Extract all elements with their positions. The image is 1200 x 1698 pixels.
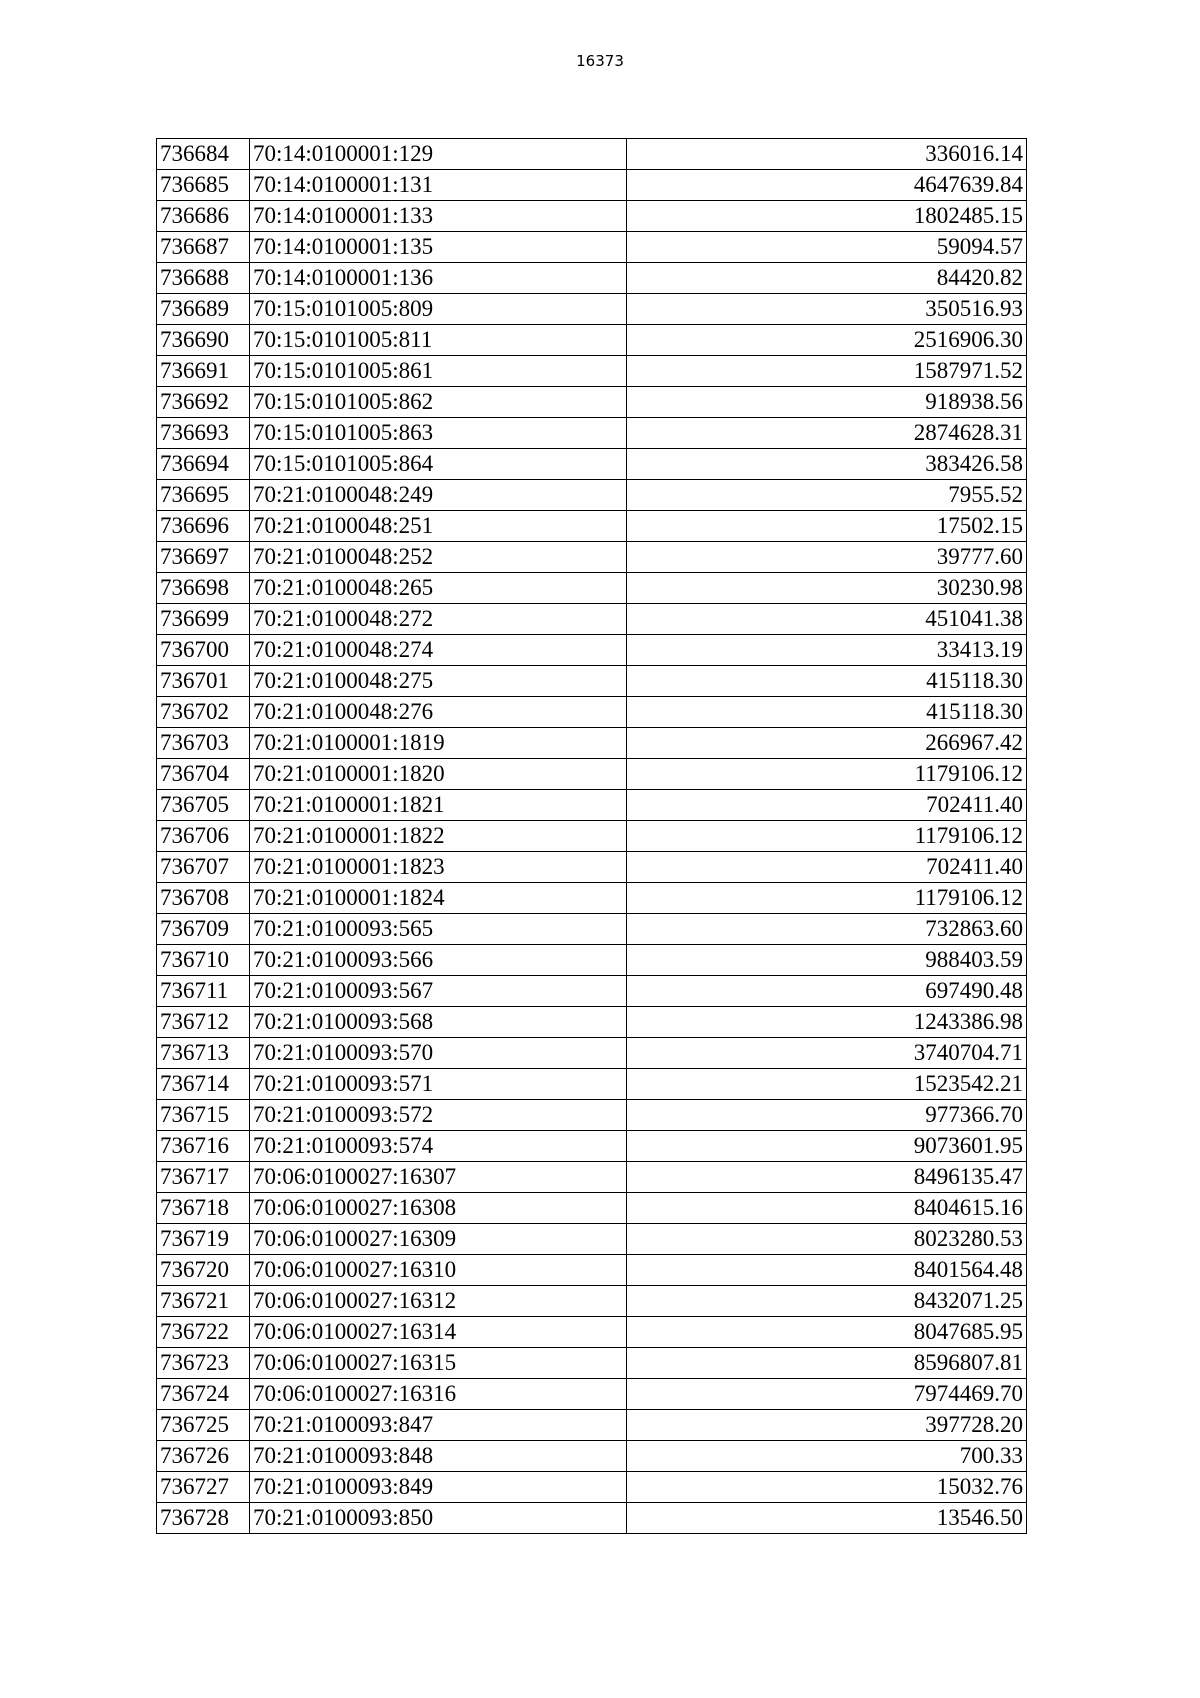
value-cell: 84420.82 [627,263,1027,294]
row-number-cell: 736722 [157,1317,250,1348]
cadastral-number-cell: 70:06:0100027:16310 [250,1255,627,1286]
table-row [157,976,1027,1007]
table-row [157,914,1027,945]
cadastral-number-cell: 70:21:0100093:849 [250,1472,627,1503]
row-number-cell: 736684 [157,139,250,170]
row-number-cell: 736699 [157,604,250,635]
table-row [157,1069,1027,1100]
row-number-cell: 736707 [157,852,250,883]
table-row [157,170,1027,201]
row-number-cell: 736715 [157,1100,250,1131]
row-number-cell: 736690 [157,325,250,356]
table-row [157,356,1027,387]
row-number-cell: 736696 [157,511,250,542]
value-cell: 383426.58 [627,449,1027,480]
cadastral-number-cell: 70:21:0100093:567 [250,976,627,1007]
cadastral-number-cell: 70:21:0100093:848 [250,1441,627,1472]
row-number-cell: 736689 [157,294,250,325]
row-number-cell: 736710 [157,945,250,976]
value-cell: 1243386.98 [627,1007,1027,1038]
cadastral-number-cell: 70:21:0100048:265 [250,573,627,604]
row-number-cell: 736728 [157,1503,250,1534]
value-cell: 59094.57 [627,232,1027,263]
table-row [157,790,1027,821]
row-number-cell: 736724 [157,1379,250,1410]
row-number-cell: 736692 [157,387,250,418]
cadastral-number-cell: 70:21:0100093:565 [250,914,627,945]
value-cell: 1802485.15 [627,201,1027,232]
cadastral-number-cell: 70:15:0101005:861 [250,356,627,387]
value-cell: 8023280.53 [627,1224,1027,1255]
row-number-cell: 736727 [157,1472,250,1503]
row-number-cell: 736708 [157,883,250,914]
table-row [157,387,1027,418]
value-cell: 4647639.84 [627,170,1027,201]
table-row [157,542,1027,573]
row-number-cell: 736703 [157,728,250,759]
table-row [157,263,1027,294]
value-cell: 7974469.70 [627,1379,1027,1410]
table-row [157,883,1027,914]
row-number-cell: 736693 [157,418,250,449]
value-cell: 17502.15 [627,511,1027,542]
value-cell: 1179106.12 [627,821,1027,852]
row-number-cell: 736720 [157,1255,250,1286]
row-number-cell: 736704 [157,759,250,790]
row-number-cell: 736695 [157,480,250,511]
cadastral-number-cell: 70:21:0100093:566 [250,945,627,976]
cadastral-number-cell: 70:21:0100001:1824 [250,883,627,914]
value-cell: 8404615.16 [627,1193,1027,1224]
table-row [157,1131,1027,1162]
table-row [157,201,1027,232]
row-number-cell: 736685 [157,170,250,201]
table-row [157,666,1027,697]
value-cell: 2516906.30 [627,325,1027,356]
value-cell: 702411.40 [627,852,1027,883]
table-row [157,1100,1027,1131]
cadastral-number-cell: 70:06:0100027:16307 [250,1162,627,1193]
value-cell: 700.33 [627,1441,1027,1472]
value-cell: 1587971.52 [627,356,1027,387]
table-row [157,604,1027,635]
table-row [157,1255,1027,1286]
value-cell: 2874628.31 [627,418,1027,449]
table-row [157,573,1027,604]
cadastral-number-cell: 70:21:0100048:252 [250,542,627,573]
table-row [157,852,1027,883]
cadastral-number-cell: 70:21:0100093:570 [250,1038,627,1069]
row-number-cell: 736718 [157,1193,250,1224]
cadastral-number-cell: 70:21:0100093:568 [250,1007,627,1038]
table-row [157,449,1027,480]
row-number-cell: 736702 [157,697,250,728]
cadastral-number-cell: 70:14:0100001:136 [250,263,627,294]
table-row [157,945,1027,976]
value-cell: 415118.30 [627,666,1027,697]
cadastral-number-cell: 70:21:0100001:1822 [250,821,627,852]
cadastral-number-cell: 70:06:0100027:16308 [250,1193,627,1224]
value-cell: 1523542.21 [627,1069,1027,1100]
value-cell: 702411.40 [627,790,1027,821]
table-row [157,1224,1027,1255]
row-number-cell: 736706 [157,821,250,852]
table-row [157,1007,1027,1038]
value-cell: 336016.14 [627,139,1027,170]
row-number-cell: 736726 [157,1441,250,1472]
table-body [157,139,1027,1534]
value-cell: 397728.20 [627,1410,1027,1441]
row-number-cell: 736725 [157,1410,250,1441]
cadastral-number-cell: 70:15:0101005:862 [250,387,627,418]
row-number-cell: 736712 [157,1007,250,1038]
cadastral-number-cell: 70:14:0100001:129 [250,139,627,170]
cadastral-number-cell: 70:21:0100093:572 [250,1100,627,1131]
row-number-cell: 736688 [157,263,250,294]
table-row [157,728,1027,759]
row-number-cell: 736694 [157,449,250,480]
value-cell: 266967.42 [627,728,1027,759]
value-cell: 3740704.71 [627,1038,1027,1069]
row-number-cell: 736705 [157,790,250,821]
row-number-cell: 736719 [157,1224,250,1255]
row-number-cell: 736687 [157,232,250,263]
table-row [157,418,1027,449]
cadastral-number-cell: 70:06:0100027:16312 [250,1286,627,1317]
cadastral-number-cell: 70:06:0100027:16314 [250,1317,627,1348]
value-cell: 7955.52 [627,480,1027,511]
row-number-cell: 736701 [157,666,250,697]
cadastral-number-cell: 70:21:0100048:275 [250,666,627,697]
value-cell: 732863.60 [627,914,1027,945]
value-cell: 415118.30 [627,697,1027,728]
table-row [157,1193,1027,1224]
cadastral-number-cell: 70:21:0100048:251 [250,511,627,542]
cadastral-number-cell: 70:21:0100093:850 [250,1503,627,1534]
cadastral-number-cell: 70:14:0100001:133 [250,201,627,232]
value-cell: 39777.60 [627,542,1027,573]
value-cell: 13546.50 [627,1503,1027,1534]
table-row [157,1286,1027,1317]
value-cell: 988403.59 [627,945,1027,976]
row-number-cell: 736700 [157,635,250,666]
table-row [157,1162,1027,1193]
cadastral-number-cell: 70:06:0100027:16315 [250,1348,627,1379]
value-cell: 8432071.25 [627,1286,1027,1317]
value-cell: 350516.93 [627,294,1027,325]
table-row [157,1379,1027,1410]
row-number-cell: 736721 [157,1286,250,1317]
table-row [157,821,1027,852]
row-number-cell: 736709 [157,914,250,945]
table-row [157,1503,1027,1534]
table-row [157,511,1027,542]
value-cell: 9073601.95 [627,1131,1027,1162]
value-cell: 918938.56 [627,387,1027,418]
row-number-cell: 736713 [157,1038,250,1069]
value-cell: 8596807.81 [627,1348,1027,1379]
cadastral-number-cell: 70:06:0100027:16316 [250,1379,627,1410]
cadastral-number-cell: 70:21:0100001:1819 [250,728,627,759]
cadastral-number-cell: 70:21:0100093:847 [250,1410,627,1441]
value-cell: 1179106.12 [627,883,1027,914]
row-number-cell: 736711 [157,976,250,1007]
cadastral-number-cell: 70:21:0100093:571 [250,1069,627,1100]
row-number-cell: 736723 [157,1348,250,1379]
row-number-cell: 736714 [157,1069,250,1100]
cadastral-number-cell: 70:21:0100048:276 [250,697,627,728]
cadastral-number-cell: 70:21:0100048:272 [250,604,627,635]
value-cell: 697490.48 [627,976,1027,1007]
table-row [157,1348,1027,1379]
cadastral-number-cell: 70:15:0101005:809 [250,294,627,325]
cadastral-number-cell: 70:21:0100001:1823 [250,852,627,883]
value-cell: 8401564.48 [627,1255,1027,1286]
cadastral-number-cell: 70:14:0100001:131 [250,170,627,201]
table-row [157,139,1027,170]
value-cell: 8496135.47 [627,1162,1027,1193]
table-row [157,1472,1027,1503]
value-cell: 451041.38 [627,604,1027,635]
table-row [157,635,1027,666]
table-row [157,480,1027,511]
table-row [157,1410,1027,1441]
table-row [157,1038,1027,1069]
cadastral-number-cell: 70:15:0101005:864 [250,449,627,480]
table-row [157,232,1027,263]
cadastral-number-cell: 70:21:0100001:1821 [250,790,627,821]
cadastral-number-cell: 70:14:0100001:135 [250,232,627,263]
value-cell: 15032.76 [627,1472,1027,1503]
cadastral-number-cell: 70:15:0101005:863 [250,418,627,449]
cadastral-number-cell: 70:21:0100001:1820 [250,759,627,790]
row-number-cell: 736717 [157,1162,250,1193]
value-cell: 977366.70 [627,1100,1027,1131]
cadastral-number-cell: 70:06:0100027:16309 [250,1224,627,1255]
value-cell: 30230.98 [627,573,1027,604]
cadastral-number-cell: 70:15:0101005:811 [250,325,627,356]
row-number-cell: 736686 [157,201,250,232]
table-row [157,697,1027,728]
cadastral-value-table [156,138,1027,1534]
row-number-cell: 736697 [157,542,250,573]
table-row [157,325,1027,356]
value-cell: 8047685.95 [627,1317,1027,1348]
table-row [157,759,1027,790]
cadastral-number-cell: 70:21:0100048:249 [250,480,627,511]
row-number-cell: 736698 [157,573,250,604]
value-cell: 1179106.12 [627,759,1027,790]
page-number: 16373 [576,52,624,70]
cadastral-number-cell: 70:21:0100093:574 [250,1131,627,1162]
row-number-cell: 736691 [157,356,250,387]
table-row [157,294,1027,325]
row-number-cell: 736716 [157,1131,250,1162]
table-row [157,1441,1027,1472]
cadastral-number-cell: 70:21:0100048:274 [250,635,627,666]
table-row [157,1317,1027,1348]
value-cell: 33413.19 [627,635,1027,666]
